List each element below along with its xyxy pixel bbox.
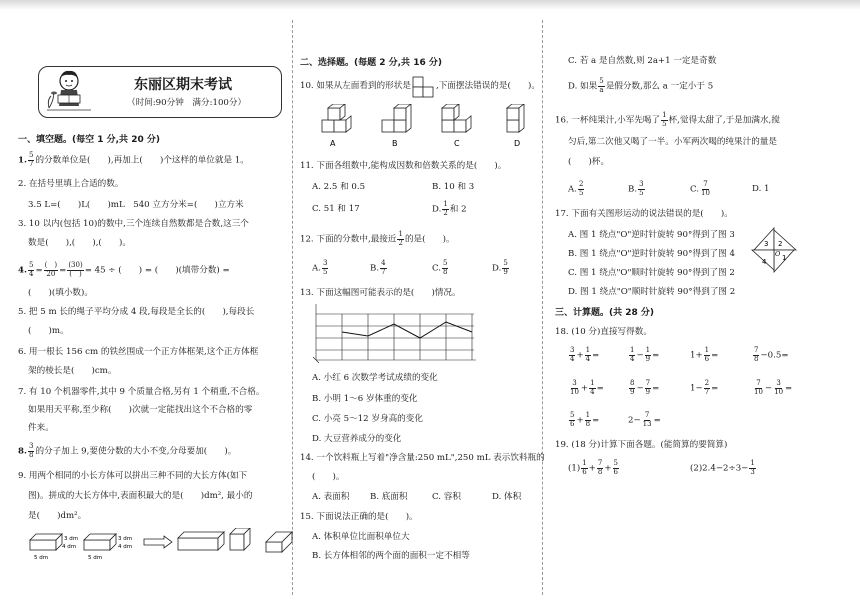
question-17: 17. 下面有关图形运动的说法错误的是( )。 <box>555 209 733 219</box>
question-15: 15. 下面说法正确的是( )。 <box>300 512 418 522</box>
figure-label: 1 <box>782 254 787 262</box>
figure-label: 3 <box>764 240 769 248</box>
question-14-line-2: ( )。 <box>312 472 345 482</box>
line-chart-figure <box>310 302 480 364</box>
question-18: 18. (10 分)直接写得数。 <box>555 327 652 337</box>
q19-part-1: (1) $\frac{1}{6}$ + $\frac{7}{8}$ + $\frac{5}{6}$ <box>568 459 618 476</box>
q12-option-c: C. $\frac{5}{8}$ <box>432 259 448 276</box>
q16-option-b: B. $\frac{3}{5}$ <box>628 180 644 197</box>
figure-label: 4 <box>762 258 767 266</box>
q14-option-d: D. 体积 <box>492 492 522 502</box>
question-13: 13. 下面这幅图可能表示的是( )情况。 <box>300 288 461 298</box>
calc-item: $\frac{7}{10}$ − $\frac{3}{10}$ = <box>754 379 793 396</box>
calc-item: 1− $\frac{2}{7}$ = <box>690 379 719 396</box>
calc-item: $\frac{3}{10}$ + $\frac{1}{4}$ = <box>570 379 604 396</box>
calc-item: 2− $\frac{7}{13}$ = <box>628 411 661 428</box>
question-10-options <box>312 104 542 152</box>
question-19: 19. (18 分)计算下面各题。(能简算的要简算) <box>555 440 728 450</box>
section-3-heading: 三、计算题。(共 28 分) <box>555 308 655 318</box>
question-7-line-3: 件来。 <box>28 423 54 433</box>
q15-option-c: C. 若 a 是自然数,则 2a+1 一定是奇数 <box>568 56 717 66</box>
page-top-shadow <box>0 0 860 10</box>
question-16-line-3: ( )杯。 <box>568 157 610 167</box>
question-9-line-2: 图)。拼成的大长方体中,表面积最大的是( )dm², 最小的 <box>28 491 253 501</box>
section-1-heading: 一、填空题。(每空 1 分,共 20 分) <box>18 135 160 145</box>
option-label: C <box>454 139 460 148</box>
question-12: 12. 下面的分数中,最接近 $\frac{1}{2}$ 的是( )。 <box>300 230 455 247</box>
dim-label: 3 dm <box>64 536 79 542</box>
question-5-line-1: 5. 把 5 m 长的绳子平均分成 4 段,每段是全长的( ),每段长 <box>18 307 255 317</box>
question-4: 4. $\frac{5}{4}$ = $\frac{( )}{20}$ = $\frac{(30)}{( )}$ = 45 ÷ ( ) = ( )(填带分数) = <box>18 261 230 278</box>
question-5-line-2: ( )m。 <box>28 326 69 336</box>
question-7-line-1: 7. 有 10 个机器零件,其中 9 个质量合格,另有 1 个稍重,不合格。 <box>18 387 265 397</box>
column-divider <box>542 20 543 595</box>
exam-title-box <box>38 66 282 118</box>
calc-item: $\frac{8}{9}$ − $\frac{7}{9}$ = <box>630 379 660 396</box>
question-6-line-1: 6. 用一根长 156 cm 的铁丝围成一个正方体框架,这个正方体框 <box>18 347 259 357</box>
column-divider <box>292 20 293 595</box>
question-8: 8. $\frac{3}{8}$ 的分子加上 9,要使分数的大小不变,分母要加( )。 <box>18 442 237 459</box>
question-3-line-2: 数是( ),( ),( )。 <box>28 238 131 248</box>
q15-option-a: A. 体积单位比面积单位大 <box>312 532 410 542</box>
calc-item: $\frac{5}{6}$ + $\frac{1}{8}$ = <box>570 411 600 428</box>
q15-option-b: B. 长方体相邻的两个面的面积一定不相等 <box>312 551 470 561</box>
question-4-line-2: ( )(填小数)。 <box>28 288 93 298</box>
question-10-tail: ,下面摆法错误的是( )。 <box>436 81 540 91</box>
student-reading-illustration <box>45 68 95 114</box>
question-2-items: 3.5 L=( )L( )mL 540 立方分米=( )立方米 <box>28 200 244 210</box>
q19-part-2: (2)2.4−2÷3− $\frac{1}{3}$ <box>690 459 755 476</box>
question-16-line-2: 匀后,第二次他又喝了一半。小军两次喝的纯果汁的量是 <box>568 137 777 147</box>
dim-label: 5 dm <box>88 555 103 561</box>
q17-option-d: D. 图 1 绕点"O"顺时针旋转 90°得到了图 2 <box>568 287 736 297</box>
exam-subtitle: （时间:90分钟 满分:100分） <box>127 98 247 108</box>
left-view-shape <box>412 76 438 98</box>
q11-option-c: C. 51 和 17 <box>312 204 360 214</box>
option-label: A <box>330 139 336 148</box>
q13-option-c: C. 小亮 5～12 岁身高的变化 <box>312 414 423 424</box>
q12-option-b: B. $\frac{4}{7}$ <box>370 259 386 276</box>
question-2: 2. 在括号里填上合适的数。 <box>18 179 124 189</box>
exam-title: 东丽区期末考试 <box>134 77 232 93</box>
q14-option-a: A. 表面积 <box>312 492 350 502</box>
q16-option-d: D. 1 <box>752 184 770 194</box>
calc-item: 1+ $\frac{1}{6}$ = <box>690 346 719 363</box>
question-3-line-1: 3. 10 以内(包括 10)的数中,三个连续自然数都是合数,这三个 <box>18 219 249 229</box>
q17-option-b: B. 图 1 绕点"O"逆时针旋转 90°得到了图 4 <box>568 249 735 259</box>
question-14-line-1: 14. 一个饮料瓶上写着"净含量:250 mL",250 mL 表示饮料瓶的 <box>300 453 545 463</box>
question-6-line-2: 架的棱长是( )cm。 <box>28 366 117 376</box>
dim-label: 4 dm <box>118 544 133 550</box>
q13-option-d: D. 大豆营养成分的变化 <box>312 434 402 444</box>
q16-option-c: C. $\frac{7}{10}$ <box>690 180 710 197</box>
question-11: 11. 下面各组数中,能构成因数和倍数关系的是( )。 <box>300 161 507 171</box>
q11-option-a: A. 2.5 和 0.5 <box>312 182 366 192</box>
dim-label: 3 dm <box>118 536 133 542</box>
q13-option-a: A. 小红 6 次数学考试成绩的变化 <box>312 373 438 383</box>
dim-label: 5 dm <box>34 555 49 561</box>
question-1: 1. $\frac{5}{7}$ 的分数单位是( ),再加上( )个这样的单位就是 1。 <box>18 151 249 168</box>
rotation-figure <box>748 226 800 274</box>
option-label: B <box>392 139 398 148</box>
question-9-figure <box>26 528 296 568</box>
q13-option-b: B. 小明 1～6 岁体重的变化 <box>312 394 418 404</box>
q14-option-c: C. 容积 <box>432 492 461 502</box>
q14-option-b: B. 底面积 <box>370 492 408 502</box>
q11-option-b: B. 10 和 3 <box>432 182 475 192</box>
q16-option-a: A. $\frac{2}{5}$ <box>568 180 584 197</box>
q11-option-d: D. $\frac{1}{2}$ 和 2 <box>432 200 467 217</box>
dim-label: 4 dm <box>62 544 77 550</box>
q12-option-d: D. $\frac{5}{9}$ <box>492 259 508 276</box>
center-point-label: O <box>775 250 781 258</box>
question-7-line-2: 如果用天平称,至少称( )次就一定能找出这个不合格的零 <box>28 405 253 415</box>
question-10: 10. 如果从左面看到的形状是 <box>300 81 411 91</box>
section-2-heading: 二、选择题。(每题 2 分,共 16 分) <box>300 58 442 68</box>
calc-item: $\frac{7}{8}$ −0.5= <box>754 346 789 363</box>
q17-option-c: C. 图 1 绕点"O"顺时针旋转 90°得到了图 2 <box>568 268 735 278</box>
question-9-line-1: 9. 用两个相同的小长方体可以拼出三种不同的大长方体(如下 <box>18 471 248 481</box>
calc-item: $\frac{3}{4}$ + $\frac{1}{4}$ = <box>570 346 600 363</box>
q17-option-a: A. 图 1 绕点"O"逆时针旋转 90°得到了图 3 <box>568 230 735 240</box>
question-16-line-1: 16. 一杯纯果汁,小军先喝了 $\frac{1}{5}$ 杯,觉得太甜了,于是加满水,搅 <box>555 111 780 128</box>
option-label: D <box>514 139 521 148</box>
calc-item: $\frac{1}{4}$ − $\frac{1}{9}$ = <box>630 346 660 363</box>
q15-option-d: D. 如果 $\frac{5}{a}$ 是假分数,那么 a 一定小于 5 <box>568 77 714 94</box>
question-9-line-3: 是( )dm²。 <box>28 511 87 521</box>
q12-option-a: A. $\frac{3}{5}$ <box>312 259 328 276</box>
figure-label: 2 <box>778 240 783 248</box>
